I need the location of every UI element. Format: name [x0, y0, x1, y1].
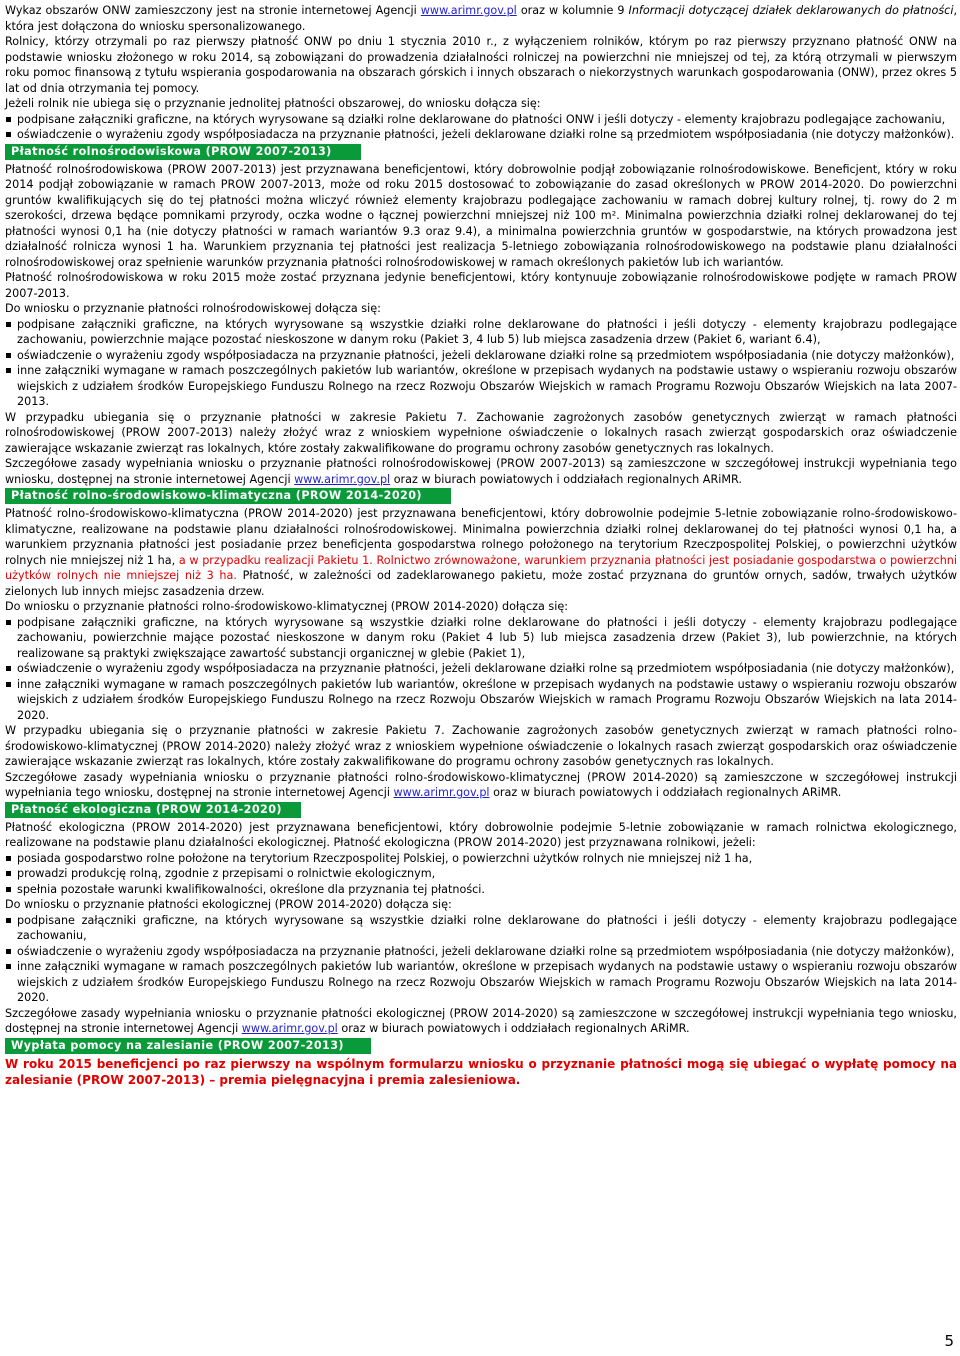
bullet-icon: [6, 132, 11, 137]
paragraph-onw-list: [5, 3, 957, 34]
arimr-link[interactable]: www.arimr.gov.pl: [241, 1022, 338, 1035]
page-number: 5: [944, 1332, 954, 1350]
arimr-link[interactable]: www.arimr.gov.pl: [294, 472, 391, 486]
bullet-icon: [6, 353, 11, 358]
list-item-text: inne załączniki wymagane w ramach poszczególnych pakietów lub wariantów, określone w przepisach wydanych na podstawie ustawy o wspieraniu rozwoju obszarów wiejskich z udziałem środków Europejskiego Funduszu Rolnego na rzecz Rozwoju Obszarów Wiejskich w ramach Programu Rozwoju Obszarów Wiejskich na lata 2014-2020.: [17, 677, 957, 722]
heading-text: Płatność rolnośrodowiskowa (PROW 2007-2013): [11, 144, 332, 158]
list-item: [5, 851, 957, 867]
list-item: [5, 677, 957, 724]
text: Wykaz obszarów ONW zamieszczony jest na stronie internetowej Agencji: [5, 4, 421, 17]
list-item-text: inne załączniki wymagane w ramach poszczególnych pakietów lub wariantów, określone w przepisach wydanych na podstawie ustawy o wspieraniu rozwoju obszarów wiejskich z udziałem środków Europejskiego Funduszu Rolnego na rzecz Rozwoju Obszarów Wiejskich w ramach Programu Rozwoju Obszarów Wiejskich na lata 2007-2013.: [17, 364, 957, 408]
text: Szczegółowe zasady wypełniania wniosku o przyznanie płatności rolnośrodowiskowej (PROW 2007-2013) są zamieszczone w szczegółowej instrukcji wypełniania tego wniosku, dostępnej na stronie internetowej Agencji: [5, 457, 957, 486]
list-item: [5, 348, 957, 364]
text: Szczegółowe zasady wypełniania wniosku o przyznanie płatności rolno-środowiskowo-klimatycznej (PROW 2014-2020) są zamieszczone w szczegółowej instrukcji wypełniania tego wniosku, dostępnej na stronie internetowej Agencji: [5, 770, 957, 799]
text: Szczegółowe zasady wypełniania wniosku o przyznanie płatności ekologicznej (PROW 2014-2020) są zamieszczone w szczegółowej instrukcji wypełniania tego wniosku, dostępnej na stronie internetowej Agencji: [5, 1006, 957, 1035]
list-item-text: inne załączniki wymagane w ramach poszczególnych pakietów lub wariantów, określone w przepisach wydanych na podstawie ustawy o wspieraniu rozwoju obszarów wiejskich z udziałem środków Europejskiego Funduszu Rolnego na rzecz Rozwoju Obszarów Wiejskich w ramach Programu Rozwoju Obszarów Wiejskich na lata 2014-2020.: [17, 960, 957, 1004]
attachments-list-rolnosrodowiskowa: [5, 317, 957, 410]
paragraph: Do wniosku o przyznanie płatności ekologicznej (PROW 2014-2020) dołącza się:: [5, 898, 452, 911]
bullet-icon: [6, 117, 11, 122]
list-item-text: oświadczenie o wyrażeniu zgody współposiadacza na przyznanie płatności, jeżeli deklarowane działki rolne są przedmiotem współposiadania (nie dotyczy małżonków),: [17, 944, 955, 958]
text: Płatność rolno-środowiskowo-klimatyczna (PROW 2014-2020) jest przyznawana beneficjentowi, który dobrowolnie podejmie 5-letnie zobowiązanie rolno-środowiskowo-klimatyczne, realizowane na podstawie planu działalności rolnośrodowiskowej. Minimalna powierzchnia działki rolnej deklarowanej do tej płatności wynosi 0,1 ha, a warunkiem przyznania płatności jest posiadanie przez beneficjenta gospodarstwa rolnego położonego na terytorium Rzeczpospolitej Polskiej, o powierzchni użytków rolnych nie mniejszej niż 1 ha,: [5, 507, 957, 567]
heading-text: Płatność rolno-środowiskowo-klimatyczna (PROW 2014-2020): [11, 489, 422, 502]
list-item: [5, 866, 957, 882]
list-item-text: spełnia pozostałe warunki kwalifikowalności, określone dla przyznania tej płatności.: [17, 882, 485, 896]
paragraph: [5, 506, 957, 599]
italic-text: Informacji dotyczącej działek deklarowanych do płatności: [628, 4, 954, 17]
text: oraz w biurach powiatowych i oddziałach regionalnych ARiMR.: [390, 472, 742, 486]
attachments-list-onw: [5, 112, 957, 143]
list-item: [5, 882, 957, 898]
bullet-icon: [6, 322, 11, 327]
section-heading-ekologiczna: [5, 802, 301, 818]
paragraph: W przypadku ubiegania się o przyznanie płatności w zakresie Pakietu 7. Zachowanie zagrożonych zasobów genetycznych zwierząt w ramach płatności rolnośrodowiskowej (PROW 2007-2013) należy złożyć wraz z wnioskiem wypełnione oświadczenie o lokalnych rasach zwierząt gospodarskich oraz oświadczenie zawierające wskazanie zwierząt ras lokalnych, które zostały zakwalifikowane do programu ochrony zasobów genetycznych ras lokalnych.: [5, 410, 957, 455]
list-item: [5, 615, 957, 662]
text: Płatność, w zależności od zadeklarowanego pakietu, może zostać przyznana do gruntów ornych, sadów, trwałych użytków zielonych lub innych miejsc zasadzenia drzew.: [5, 569, 957, 598]
attachments-list-rsk: [5, 615, 957, 724]
list-item-text: oświadczenie o wyrażeniu zgody współposiadacza na przyznanie płatności, jeżeli deklarowane działki rolne są przedmiotem współposiadania (nie dotyczy małżonków).: [17, 128, 955, 141]
bullet-icon: [6, 949, 11, 954]
list-item-text: prowadzi produkcję rolną, zgodnie z przepisami o rolnictwie ekologicznym,: [17, 867, 436, 880]
section-heading-zalesianie: [5, 1038, 371, 1054]
final-emphasis-paragraph: W roku 2015 beneficjenci po raz pierwszy na wspólnym formularzu wniosku o przyznanie płatności mogą się ubiegać o wypłatę pomocy na zalesianie (PROW 2007-2013) – premia pielęgnacyjna i premia zalesieniowa.: [5, 1056, 957, 1087]
list-item: [5, 363, 957, 410]
text: , która jest dołączona do wniosku spersonalizowanego.: [5, 4, 958, 33]
paragraph: Płatność ekologiczna (PROW 2014-2020) jest przyznawana beneficjentowi, który dobrowolnie podejmie 5-letnie zobowiązanie w ramach rolnictwa ekologicznego, realizowane na podstawie planu działalności ekologicznej. Płatność ekologiczna (PROW 2014-2020) jest przyznawana rolnikowi, jeżeli:: [5, 820, 957, 849]
document-page: [5, 3, 957, 1088]
list-item-text: podpisane załączniki graficzne, na których wyrysowane są wszystkie działki rolne deklarowane do płatności i jeśli dotyczy - elementy krajobrazu podlegające zachowaniu,: [17, 913, 957, 942]
list-item-text: podpisane załączniki graficzne, na których wyrysowane są wszystkie działki rolne deklarowane do płatności i jeśli dotyczy - elementy krajobrazu podlegające zachowaniu, powierzchnie mające pozostać nieskoszone w danym roku (Pakiet 3, 4 lub 5) lub miejsca zasadzenia drzew (Pakiet 6, wariant 6.4),: [17, 317, 957, 346]
bullet-icon: [6, 666, 11, 671]
bullet-icon: [6, 682, 11, 687]
bullet-icon: [6, 856, 11, 861]
section-heading-rolnosrodowiskowa: [5, 144, 361, 160]
paragraph: [5, 770, 957, 801]
highlighted-red-text: a w przypadku realizacji Pakietu 1. Rolnictwo zrównoważone, warunkiem przyznania płatności jest posiadanie gospodarstwa o powierzchni użytków rolnych nie mniejszej niż 3 ha.: [5, 553, 958, 582]
paragraph: W przypadku ubiegania się o przyznanie płatności w zakresie Pakietu 7. Zachowanie zagrożonych zasobów genetycznych zwierząt w ramach płatności rolno-środowiskowo-klimatycznej (PROW 2014-2020) należy złożyć wraz z wnioskiem wypełnione oświadczenie o lokalnych rasach zwierząt gospodarskich oraz oświadczenie zawierające wskazanie zwierząt ras lokalnych, które zostały zakwalifikowane do programu ochrony zasobów genetycznych ras lokalnych.: [5, 724, 957, 768]
heading-text: Wypłata pomocy na zalesianie (PROW 2007-2013): [11, 1038, 344, 1052]
text: oraz w kolumnie 9: [516, 4, 629, 17]
list-item: [5, 959, 957, 1006]
heading-text: Płatność ekologiczna (PROW 2014-2020): [11, 802, 282, 816]
paragraph-attachments-intro: Jeżeli rolnik nie ubiega się o przyznanie jednolitej płatności obszarowej, do wniosku dołącza się:: [5, 97, 541, 110]
list-item: [5, 661, 957, 677]
list-item-text: oświadczenie o wyrażeniu zgody współposiadacza na przyznanie płatności, jeżeli deklarowane działki rolne są przedmiotem współposiadania (nie dotyczy małżonków),: [17, 662, 955, 675]
paragraph: Do wniosku o przyznanie płatności rolno-środowiskowo-klimatycznej (PROW 2014-2020) dołącza się:: [5, 600, 569, 613]
list-item: [5, 317, 957, 348]
arimr-link[interactable]: www.arimr.gov.pl: [420, 4, 517, 17]
section-heading-rolno-srodowiskowo-klimatyczna: [5, 488, 451, 504]
paragraph: [5, 456, 957, 487]
bullet-icon: [6, 918, 11, 923]
bullet-icon: [6, 964, 11, 969]
list-item: [5, 944, 957, 960]
text: oraz w biurach powiatowych i oddziałach regionalnych ARiMR.: [489, 786, 842, 799]
paragraph: [5, 1006, 957, 1037]
paragraph-onw-obligation: Rolnicy, którzy otrzymali po raz pierwszy płatność ONW po dniu 1 stycznia 2010 r., z wyłączeniem rolników, którym po raz pierwszy przyznano płatność ONW na podstawie wniosku złożonego w roku 2014, są zobowiązani do prowadzenia działalności rolniczej na powierzchni nie mniejszej od tej, za którą otrzymali w pierwszym roku pomoc finansową z tytułu wspierania gospodarowania na obszarach górskich i innych obszarach o niekorzystnych warunkach gospodarowania (ONW), przez okres 5 lat od dnia otrzymania tej pomocy.: [5, 35, 957, 95]
bullet-icon: [6, 368, 11, 373]
list-item-text: posiada gospodarstwo rolne położone na terytorium Rzeczpospolitej Polskiej, o powierzchni użytków rolnych nie mniejszej niż 1 ha,: [17, 851, 753, 865]
bullet-icon: [6, 887, 11, 892]
paragraph: Do wniosku o przyznanie płatności rolnośrodowiskowej dołącza się:: [5, 302, 381, 315]
list-item-text: podpisane załączniki graficzne, na których wyrysowane są działki rolne deklarowane do płatności ONW i jeśli dotyczy - elementy krajobrazu podlegające zachowaniu,: [17, 112, 946, 126]
attachments-list-ekologiczna: [5, 913, 957, 1006]
bullet-icon: [6, 871, 11, 876]
list-item: [5, 127, 957, 143]
list-item-text: oświadczenie o wyrażeniu zgody współposiadacza na przyznanie płatności, jeżeli deklarowane działki rolne są przedmiotem współposiadania (nie dotyczy małżonków),: [17, 348, 955, 362]
list-item: [5, 112, 957, 128]
text: oraz w biurach powiatowych i oddziałach regionalnych ARiMR.: [337, 1022, 690, 1035]
paragraph: Płatność rolnośrodowiskowa (PROW 2007-2013) jest przyznawana beneficjentowi, który dobrowolnie podjął zobowiązanie rolnośrodowiskowe. Beneficjent, który w roku 2014 podjął zobowiązanie w ramach PROW 2007-2013, może od roku 2015 dostosować to zobowiązanie do zasad określonych w PROW 2014-2020. Do powierzchni gruntów kwalifikujących się do tej płatności można wliczyć również elementy krajobrazu podlegające zachowaniu w ramach dobrej kultury rolnej, tj. rowy do 2 m szerokości, drzewa będące pomnikami przyrody, oczka wodne o łącznej powierzchni mniejszej niż 100 m². Minimalna powierzchnia działki rolnej deklarowanej do tej płatności wynosi 0,1 ha (nie dotyczy płatności w ramach wariantów 9.3 oraz 9.4), a minimalna powierzchnia gruntów w gospodarstwie, na których prowadzona jest działalność rolnicza wynosi 1 ha. Warunkiem przyznania tej płatności jest realizacja 5-letniego zobowiązania rolnośrodowiskowego na podstawie planu działalności rolnośrodowiskowej oraz spełnienie warunków przyznania płatności rolnośrodowiskowej w ramach określonych pakietów lub ich wariantów.: [5, 162, 957, 269]
arimr-link[interactable]: www.arimr.gov.pl: [393, 786, 490, 799]
conditions-list-ekologiczna: [5, 851, 957, 898]
list-item: [5, 913, 957, 944]
bullet-icon: [6, 620, 11, 625]
list-item-text: podpisane załączniki graficzne, na których wyrysowane są wszystkie działki rolne deklarowane do płatności i jeśli dotyczy - elementy krajobrazu podlegające zachowaniu, powierzchnie mające pozostać nieskoszone w danym roku (Pakiet 4 lub 5) lub miejsca zasadzenia drzew (Pakiet 3), lub powierzchnie, na których realizowane są praktyki zwiększające zawartość substancji organicznej w glebie (Pakiet 1),: [17, 615, 957, 660]
paragraph: Płatność rolnośrodowiskowa w roku 2015 może zostać przyznana jedynie beneficjentowi, który kontynuuje zobowiązanie rolnośrodowiskowe podjęte w ramach PROW 2007-2013.: [5, 271, 957, 300]
